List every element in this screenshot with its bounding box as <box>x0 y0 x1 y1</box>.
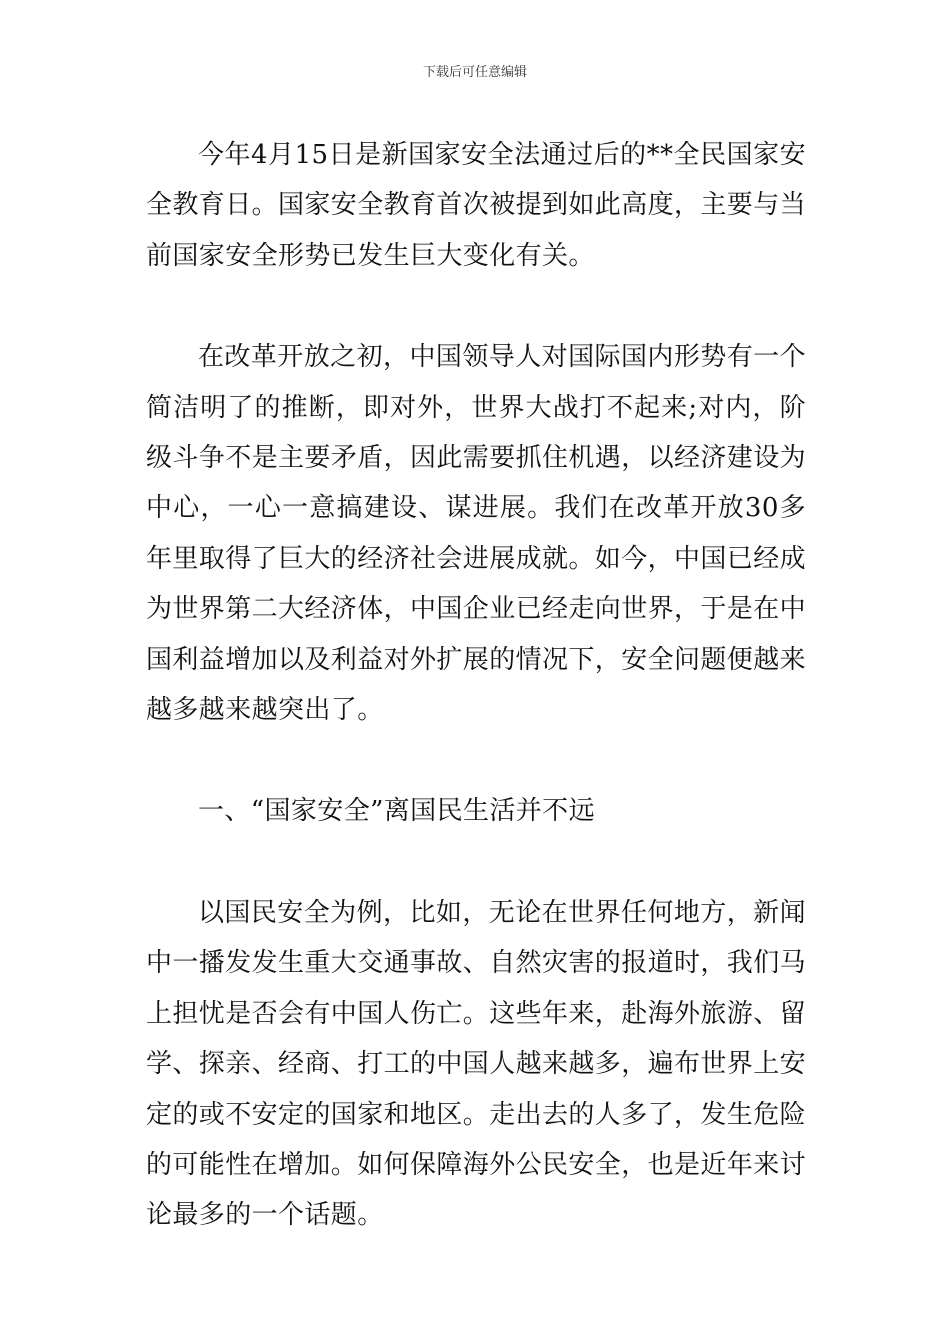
header-note: 下载后可任意编辑 <box>422 65 527 80</box>
document-body <box>146 130 806 1241</box>
paragraph-1: 今年4月15日是新国家安全法通过后的**全民国家安全教育日。国家安全教育首次被提到如此高度，主要与当前国家安全形势已发生巨大变化有关。 <box>146 140 807 271</box>
paragraph-gap <box>146 837 806 888</box>
paragraph-gap <box>146 281 806 332</box>
paragraph-gap <box>146 735 806 786</box>
paragraph-3: 以国民安全为例，比如，无论在世界任何地方，新闻中一播发发生重大交通事故、自然灾害的报道时，我们马上担忧是否会有中国人伤亡。这些年来，赴海外旅游、留学、探亲、经商、打工的中国人越来越多，遍布世界上安定的或不安定的国家和地区。走出去的人多了，发生危险的可能性在增加。如何保障海外公民安全，也是近年来讨论最多的一个话题。 <box>146 897 807 1231</box>
section-heading: 一、“国家安全”离国民生活并不远 <box>198 796 595 827</box>
paragraph-2: 在改革开放之初，中国领导人对国际国内形势有一个简洁明了的推断，即对外，世界大战打不起来;对内，阶级斗争不是主要矛盾，因此需要抓住机遇，以经济建设为中心，一心一意搞建设、谋进展。我们在改革开放30多年里取得了巨大的经济社会进展成就。如今，中国已经成为世界第二大经济体，中国企业已经走向世界，于是在中国利益增加以及利益对外扩展的情况下，安全问题便越来越多越来越突出了。 <box>146 342 807 726</box>
